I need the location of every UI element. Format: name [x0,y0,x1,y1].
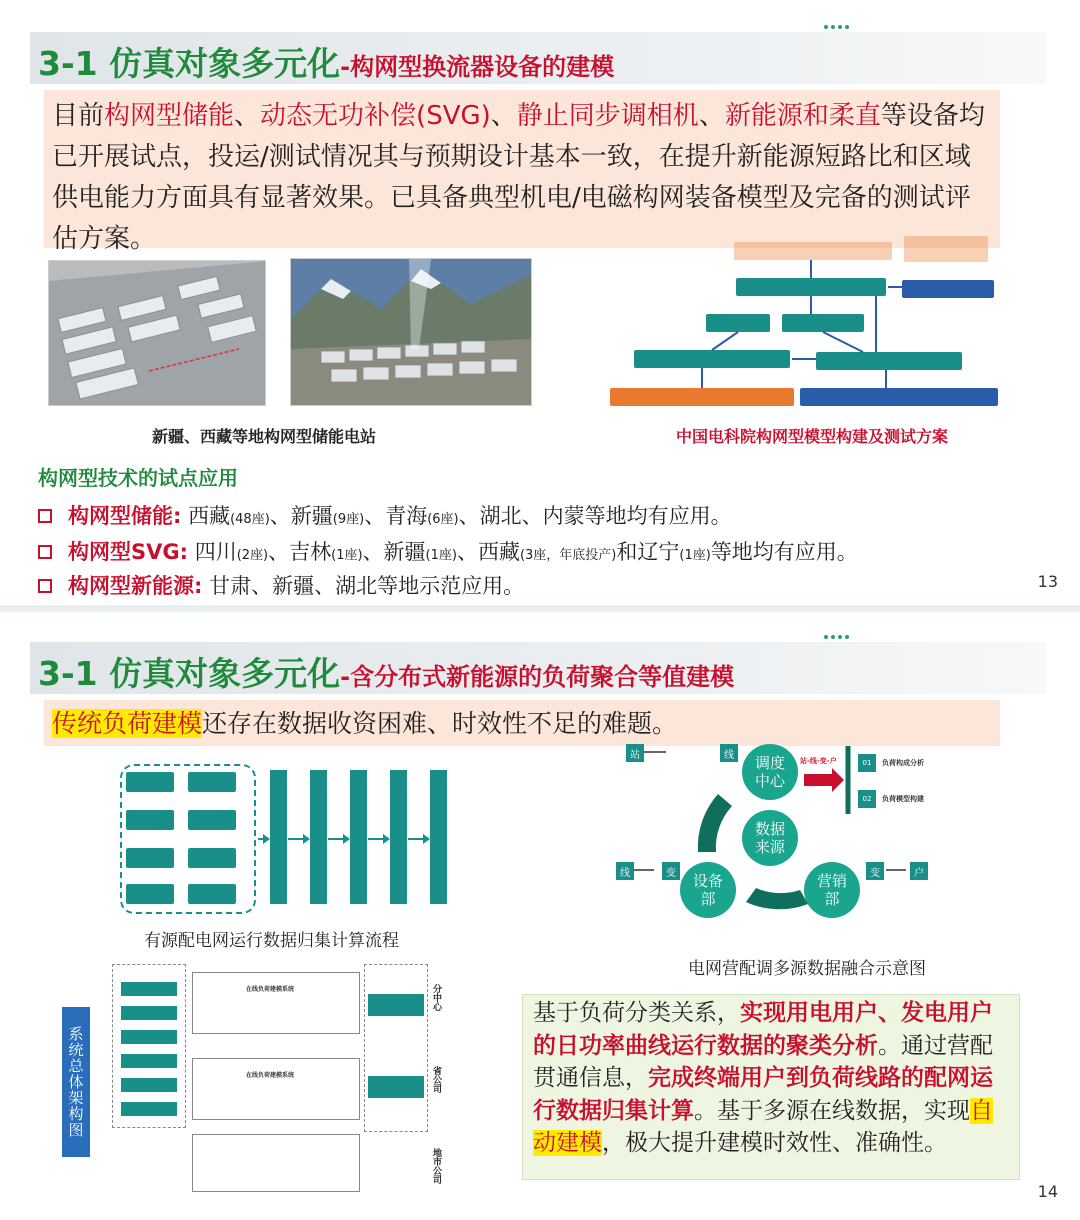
arch-side-label: 分中心 [431,984,441,1011]
step-number: 01 [858,754,876,772]
summary-part: 。通过营配贯通信息， [533,1032,993,1091]
intro-red: 新能源和柔直 [724,101,881,131]
flow-caption: 中国电科院构网型模型构建及测试方案 [676,427,949,446]
bullet-text: 、新疆 [269,504,333,528]
node-label: 设备部 [693,872,724,908]
arch-frame [192,972,360,1034]
bullet-count: (48座) [230,512,270,527]
summary-text [522,994,1020,1180]
arch-item [368,1076,424,1098]
intro-red: 构网型储能 [104,101,235,131]
bullet-text: 四川 [188,540,237,564]
bullet-count: (1座) [331,548,363,563]
intro-highlight: 传统负荷建模 [52,709,203,738]
arch-item [121,1030,177,1044]
arch-item [121,1006,177,1020]
page-number: 14 [1037,1182,1058,1201]
bullet-text: 、湖北、内蒙等地均有应用。 [458,504,732,528]
intro-part: 、 [234,101,261,131]
bullet-box-icon [38,509,52,523]
section-heading: 构网型技术的试点应用 [38,466,238,490]
arch-frame [192,1058,360,1120]
flow-item [188,772,236,792]
title-main: 3-1 仿真对象多元化 [38,44,341,83]
transformer-icon: 变 [662,862,680,880]
flow-step [390,770,407,904]
bullet-text: 、新疆 [362,540,426,564]
arch-frame [192,1134,360,1192]
arrow [328,838,344,840]
bullet-text: 、青海 [364,504,428,528]
summary-emph: 完成终端用户到负荷线路的配网运行数据归集计算 [533,1065,993,1124]
slide-13 [0,0,1080,605]
intro-part: 等设备均已开展试点，投运/测试情况其与预期设计基本一致，在提升新能源短路比和区域供电能力方面具有显著效果。已具备典型机电/电磁构网装备模型及完备的测试评估方案。 [52,101,985,254]
arch-item [121,1102,177,1116]
bullet-label: 构网型储能: [68,504,182,528]
station-icon: 站 [626,744,644,762]
bullet-count: (2座) [236,548,269,563]
bullet-label: 构网型SVG: [68,540,189,564]
bullet-text: 和辽宁 [616,540,680,564]
arch-side-label: 地市公司 [431,1148,441,1184]
summary-part: ，极大提升建模时效性、准确性。 [602,1130,947,1156]
bullet-text: 、西藏 [456,540,520,564]
node-label: 数据来源 [755,820,786,856]
intro-text [44,700,1000,746]
arch-item [121,1054,177,1068]
user-icon: 户 [910,862,928,880]
diagram1-caption: 有源配电网运行数据归集计算流程 [144,931,399,951]
arch-item [368,994,424,1016]
line-icon: 线 [616,862,634,880]
bullet-count: (9座) [332,512,365,527]
flow-step [430,770,447,904]
arrow [408,838,424,840]
flow-item [126,848,174,868]
summary-emph: 实现用电用户、发电用户的日功率曲线运行数据的聚类分析 [533,1000,993,1059]
transformer-icon: 变 [866,862,884,880]
node-label: 调度中心 [755,754,786,790]
title-main: 3-1 仿真对象多元化 [38,654,341,693]
multisource-fusion-diagram [586,744,986,944]
marketing-dept-node [804,862,860,918]
storage-station-photo [48,260,266,406]
intro-part: 目前 [52,101,105,131]
step-label: 负荷模型构建 [882,795,924,803]
slide-title [30,642,1046,694]
title-sub: -构网型换流器设备的建模 [340,53,615,81]
intro-red: 动态无功补偿(SVG) [260,101,491,131]
flow-item [188,848,236,868]
system-label: 系统总体架构图 [62,1007,90,1157]
flow-item [188,884,236,904]
bullet-count: (1座) [679,548,711,563]
bullet-count: (1座) [425,548,457,563]
logo-icon [824,632,854,642]
flow-item [126,772,174,792]
intro-part: 、 [698,101,725,131]
data-aggregation-flow-diagram [112,764,468,914]
bullet-box-icon [38,545,52,559]
equipment-dept-node [680,862,736,918]
bullet-count: (6座) [427,512,459,527]
bullet-count: (3座，年底投产) [519,548,617,563]
intro-red: 静止同步调相机 [516,101,699,131]
arrow [258,838,264,840]
system-architecture-diagram [112,964,442,1198]
arch-box-title: 在线负荷建模系统 [246,986,295,993]
arch-item [121,982,177,996]
chain-label: 站-线-变-户 [800,757,837,765]
bullet-text: 等地均有应用。 [710,540,858,564]
diagram2-caption: 电网营配调多源数据融合示意图 [688,959,926,979]
intro-text [44,90,1000,254]
data-source-node [742,810,798,866]
summary-part: 。基于多源在线数据，实现 [694,1097,970,1124]
slide-title [30,32,1046,84]
bullet-text: 、吉林 [268,540,332,564]
title-sub: -含分布式新能源的负荷聚合等值建模 [340,663,735,691]
intro-rest: 还存在数据收资困难、时效性不足的难题。 [202,709,678,738]
arch-group [364,964,428,1132]
line-icon: 线 [720,744,738,762]
photo-caption: 新疆、西藏等地构网型储能电站 [152,427,377,446]
flow-item [126,810,174,830]
flow-step [270,770,287,904]
flow-item [188,810,236,830]
arrow [288,838,304,840]
intro-part: 、 [490,101,517,131]
modeling-flow-diagram [606,236,1000,410]
bullet-label: 构网型新能源: [68,574,203,598]
bullet-newenergy [38,570,524,600]
arch-item [121,1078,177,1092]
arch-box-title: 在线负荷建模系统 [246,1072,295,1079]
dispatch-center-node [742,744,798,800]
node-label: 营销部 [817,872,848,908]
flow-item [126,884,174,904]
slide-separator [0,605,1080,612]
bullet-text: 甘肃、新疆、湖北等地示范应用。 [202,574,525,598]
flow-step [350,770,367,904]
bullet-storage [38,500,732,530]
bullet-text: 西藏 [181,504,231,528]
summary-highlight: 自动建模 [533,1097,993,1156]
bullet-box-icon [38,579,52,593]
arrow [368,838,384,840]
flow-step [310,770,327,904]
step-label: 负荷构成分析 [882,759,924,767]
logo-icon [824,22,854,32]
step-number: 02 [858,790,876,808]
arch-side-label: 省公司 [431,1066,441,1093]
tibet-station-photo [290,258,532,406]
page-number: 13 [1037,572,1058,591]
summary-part: 基于负荷分类关系， [533,1000,740,1026]
slide-14 [0,612,1080,1220]
bullet-svg [38,536,858,566]
